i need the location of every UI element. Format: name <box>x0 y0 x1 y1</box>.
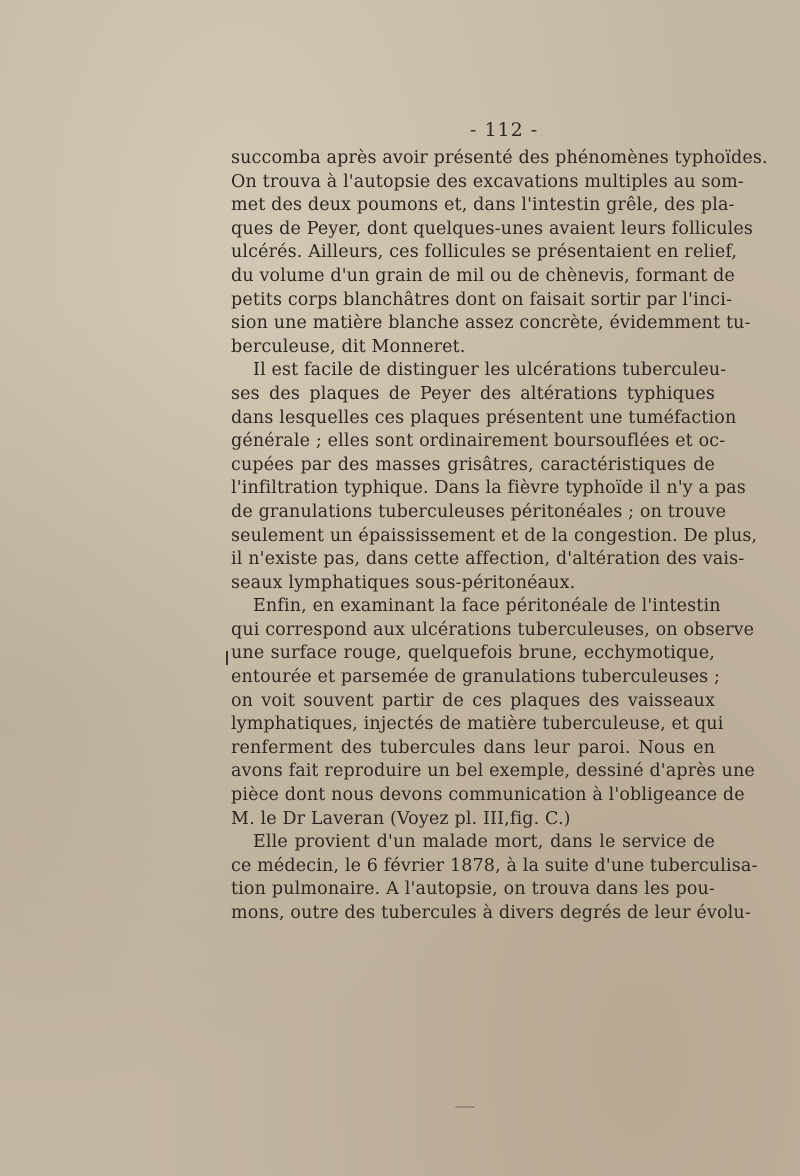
text-line: petits corps blanchâtres dont on faisait sortir par l'inci- <box>231 289 733 310</box>
text-line: entourée et parsemée de granulations tuberculeuses ; <box>231 667 721 688</box>
ink-smudge <box>455 1106 475 1108</box>
text-line: Elle provient d'un malade mort, dans le service de <box>253 832 715 853</box>
text-line: une surface rouge, quelquefois brune, ecchymotique, <box>231 643 715 664</box>
text-line: avons fait reproduire un bel exemple, dessiné d'après une <box>231 761 755 782</box>
text-line: seulement un épaississement et de la congestion. De plus, <box>231 525 758 546</box>
text-line: berculeuse, dit Monneret. <box>231 336 466 357</box>
text-line: cupées par des masses grisâtres, caractéristiques de <box>231 454 715 475</box>
text-line: ques de Peyer, dont quelques-unes avaient leurs follicules <box>231 218 754 239</box>
text-line: succomba après avoir présenté des phénomènes typhoïdes. <box>231 148 768 168</box>
text-line: dans lesquelles ces plaques présentent une tuméfaction <box>231 407 737 428</box>
text-line: Il est facile de distinguer les ulcérations tuberculeu- <box>253 360 727 381</box>
text-line: Enfin, en examinant la face péritonéale de l'intestin <box>253 596 721 617</box>
text-line: renferment des tubercules dans leur paroi. Nous en <box>231 737 715 758</box>
margin-mark <box>226 651 228 665</box>
text-line: sion une matière blanche assez concrète, évidemment tu- <box>231 313 751 334</box>
text-line: seaux lymphatiques sous-péritonéaux. <box>231 572 576 593</box>
text-line: l'infiltration typhique. Dans la fièvre typhoïde il n'y a pas <box>231 478 746 499</box>
text-line: met des deux poumons et, dans l'intestin grêle, des pla- <box>231 195 735 216</box>
text-line: ses des plaques de Peyer des altérations typhiques <box>231 383 715 404</box>
text-line: pièce dont nous devons communication à l'obligeance de <box>231 785 745 806</box>
page-number: - 112 - <box>470 119 539 141</box>
text-line: il n'existe pas, dans cette affection, d'altération des vais- <box>231 549 745 570</box>
text-line: mons, outre des tubercules à divers degrés de leur évolu- <box>231 903 751 923</box>
text-line: lymphatiques, injectés de matière tuberculeuse, et qui <box>231 714 724 735</box>
text-line: du volume d'un grain de mil ou de chènevis, formant de <box>231 265 735 286</box>
text-line: ce médecin, le 6 février 1878, à la suite d'une tuberculisa- <box>231 855 758 876</box>
text-line: de granulations tuberculeuses péritonéales ; on trouve <box>231 501 727 522</box>
text-line: tion pulmonaire. A l'autopsie, on trouva dans les pou- <box>231 879 715 900</box>
text-line: On trouva à l'autopsie des excavations multiples au som- <box>231 171 744 192</box>
text-line: qui correspond aux ulcérations tuberculeuses, on observe <box>231 619 755 640</box>
text-line: on voit souvent partir de ces plaques des vaisseaux <box>231 690 715 711</box>
text-line: générale ; elles sont ordinairement boursouflées et oc- <box>231 431 726 452</box>
text-line: ulcérés. Ailleurs, ces follicules se présentaient en relief, <box>231 242 738 263</box>
body-text <box>231 147 768 926</box>
text-line: M. le Dr Laveran (Voyez pl. III,fig. C.) <box>231 808 571 829</box>
